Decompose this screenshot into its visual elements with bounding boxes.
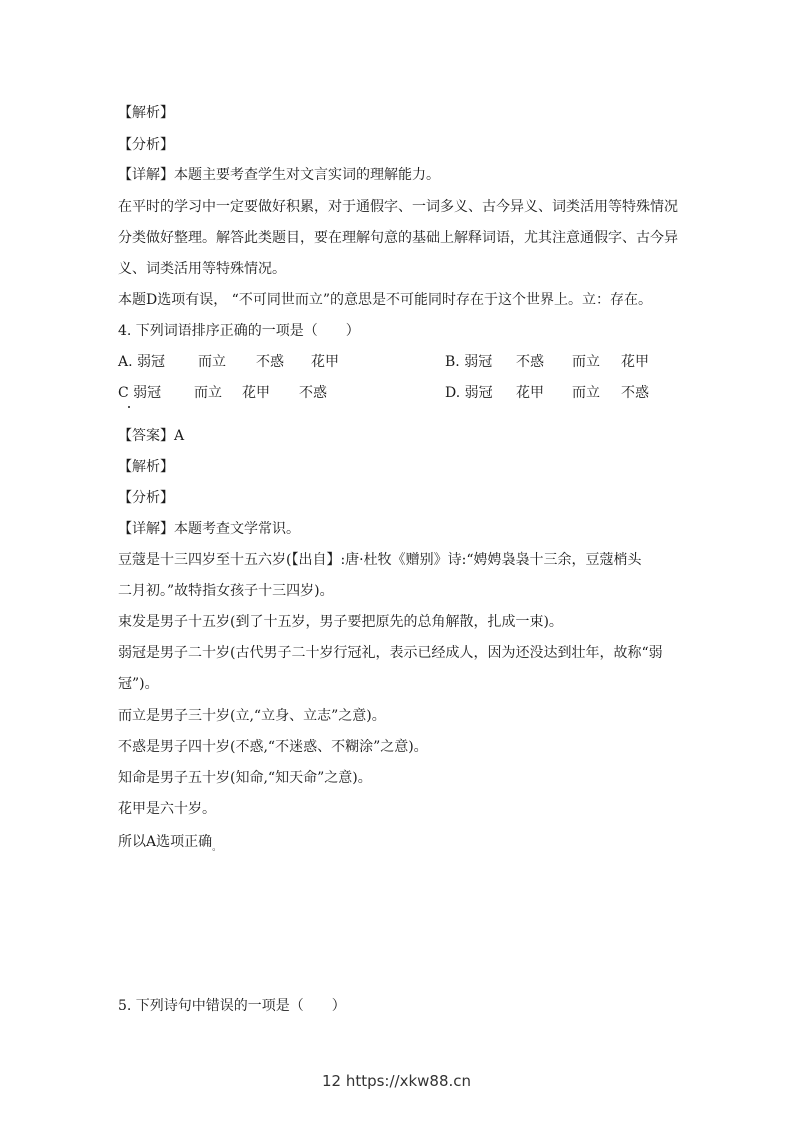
option-d	[445, 383, 649, 403]
fenxi-heading-2: 【分析】	[118, 490, 174, 506]
paragraph-1a: 在平时的学习中一定要做好积累，对于通假字、一词多义、古今异义、词类活用等特殊情况	[118, 199, 678, 215]
doukou-line-a: 豆蔻是十三四岁至十五六岁(【出自】:唐·杜牧《赠别》诗:“娉娉袅袅十三余，豆蔻梢头	[118, 552, 642, 568]
option-d-word-2: 花甲	[516, 385, 544, 401]
conclusion-line	[118, 832, 221, 858]
ruoguan-line-a: 弱冠是男子二十岁(古代男子二十岁行冠礼，表示已经成人，因为还没达到壮年，故称“弱	[118, 645, 663, 661]
option-a-word-2: 而立	[198, 354, 226, 370]
jiexi-heading-1: 【解析】	[118, 105, 174, 121]
option-d-word-3: 而立	[572, 385, 600, 401]
option-c-word-4: 不惑	[299, 385, 327, 401]
paragraph-1c: 义、词类活用等特殊情况。	[118, 261, 286, 277]
question-5: 5. 下列诗句中错误的一项是（ ）	[118, 998, 346, 1014]
option-c	[118, 383, 327, 403]
xiangjie-line-2: 【详解】本题考查文学常识。	[118, 521, 300, 537]
option-b-label: B. 弱冠	[445, 354, 493, 370]
conclusion-text: 所以A选项正确	[118, 834, 213, 850]
jiexi-heading-2: 【解析】	[118, 459, 174, 475]
fenxi-heading-1: 【分析】	[118, 137, 174, 153]
paragraph-1d: 本题D选项有误， “不可同世而立”的意思是不可能同时存在于这个世界上。立：存在。	[118, 292, 652, 308]
option-c-word-2: 而立	[194, 385, 222, 401]
xiangjie-line-1: 【详解】本题主要考查学生对文言实词的理解能力。	[118, 167, 440, 183]
option-c-label: C 弱冠	[118, 385, 162, 401]
option-d-word-4: 不惑	[621, 385, 649, 401]
option-a-label: A. 弱冠	[118, 354, 166, 370]
doukou-line-b: 二月初。”故特指女孩子十三四岁)。	[118, 583, 334, 599]
option-b	[445, 352, 649, 372]
option-a-word-4: 花甲	[311, 354, 339, 370]
option-c-word-3: 花甲	[242, 385, 270, 401]
option-b-word-4: 花甲	[621, 354, 649, 370]
zhiming-line: 知命是男子五十岁(知命,“知天命”之意)。	[118, 770, 372, 786]
option-b-word-3: 而立	[572, 354, 600, 370]
option-b-word-2: 不惑	[516, 354, 544, 370]
conclusion-mark: 。	[212, 843, 222, 853]
option-d-label: D. 弱冠	[445, 385, 493, 401]
paragraph-1b: 分类做好整理。解答此类题目，要在理解句意的基础上解释词语，尤其注意通假字、古今异	[118, 230, 678, 246]
erli-line: 而立是男子三十岁(立,“立身、立志”之意)。	[118, 708, 386, 724]
question-4: 4. 下列词语排序正确的一项是（ ）	[118, 323, 360, 339]
stray-dot	[128, 406, 130, 408]
option-a	[118, 352, 339, 372]
option-a-word-3: 不惑	[256, 354, 284, 370]
ruoguan-line-b: 冠”)。	[118, 676, 159, 692]
huajia-line: 花甲是六十岁。	[118, 801, 216, 817]
buhuo-line: 不惑是男子四十岁(不惑,“不迷惑、不糊涂”之意)。	[118, 739, 428, 755]
answer-line: 【答案】A	[118, 428, 185, 444]
shufa-line: 束发是男子十五岁(到了十五岁，男子要把原先的总角解散，扎成一束)。	[118, 614, 563, 630]
page-footer: 12 https://xkw88.cn	[321, 1072, 472, 1090]
